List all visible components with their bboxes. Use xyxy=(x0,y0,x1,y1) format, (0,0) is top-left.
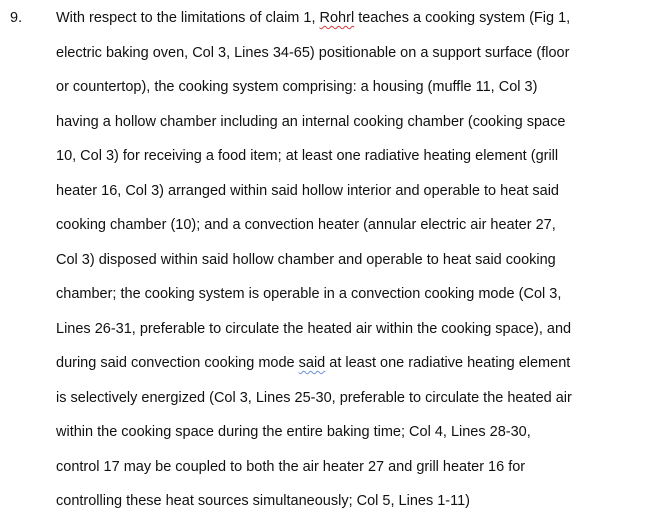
text-line-1 xyxy=(56,8,641,43)
line-text: teaches a cooking system (Fig 1, xyxy=(354,10,571,26)
text-line-10 xyxy=(56,319,641,354)
line-text: electric baking oven, Col 3, Lines 34-65) positionable on a support surface (floor xyxy=(56,44,570,61)
line-text: or countertop), the cooking system comprising: a housing (muffle 11, Col 3) xyxy=(56,79,538,95)
text-line-6 xyxy=(56,181,641,216)
line-text: 10, Col 3) for receiving a food item; at least one radiative heating element (grill xyxy=(56,148,559,164)
text-line-2 xyxy=(56,43,641,78)
paragraph-body xyxy=(56,8,641,526)
text-line-12 xyxy=(56,388,641,423)
text-line-9 xyxy=(56,284,641,319)
line-text: cooking chamber (10); and a convection heater (annular electric air heater 27, xyxy=(56,217,556,233)
line-text: chamber; the cooking system is operable in a convection cooking mode (Col 3, xyxy=(56,286,562,302)
text-line-15 xyxy=(56,491,641,526)
line-text: heater 16, Col 3) arranged within said hollow interior and operable to heat said xyxy=(56,182,559,199)
line-text: during said convection cooking mode xyxy=(56,355,299,371)
text-line-3 xyxy=(56,77,641,112)
text-line-8 xyxy=(56,250,641,285)
text-line-4 xyxy=(56,112,641,147)
text-line-11 xyxy=(56,353,641,388)
text-line-5 xyxy=(56,146,641,181)
line-text: control 17 may be coupled to both the air heater 27 and grill heater 16 for xyxy=(56,458,526,475)
line-text: within the cooking space during the entire baking time; Col 4, Lines 28-30, xyxy=(56,424,531,440)
text-line-13 xyxy=(56,422,641,457)
line-text: controlling these heat sources simultaneously; Col 5, Lines 1-11) xyxy=(56,493,471,509)
line-text: is selectively energized (Col 3, Lines 25-30, preferable to circulate the heated air xyxy=(56,389,572,406)
line-text: at least one radiative heating element xyxy=(325,355,571,371)
paragraph-number: 9. xyxy=(10,10,23,26)
line-text: Col 3) disposed within said hollow chamber and operable to heat said cooking xyxy=(56,251,556,268)
line-text: having a hollow chamber including an internal cooking chamber (cooking space xyxy=(56,113,566,130)
spellcheck-flagged-word[interactable]: Rohrl xyxy=(319,10,355,26)
line-text: Lines 26-31, preferable to circulate the heated air within the cooking space), and xyxy=(56,320,572,337)
grammar-flagged-word[interactable]: said xyxy=(298,355,326,371)
text-line-14 xyxy=(56,457,641,492)
text-line-7 xyxy=(56,215,641,250)
line-text: With respect to the limitations of claim 1, xyxy=(56,10,320,26)
